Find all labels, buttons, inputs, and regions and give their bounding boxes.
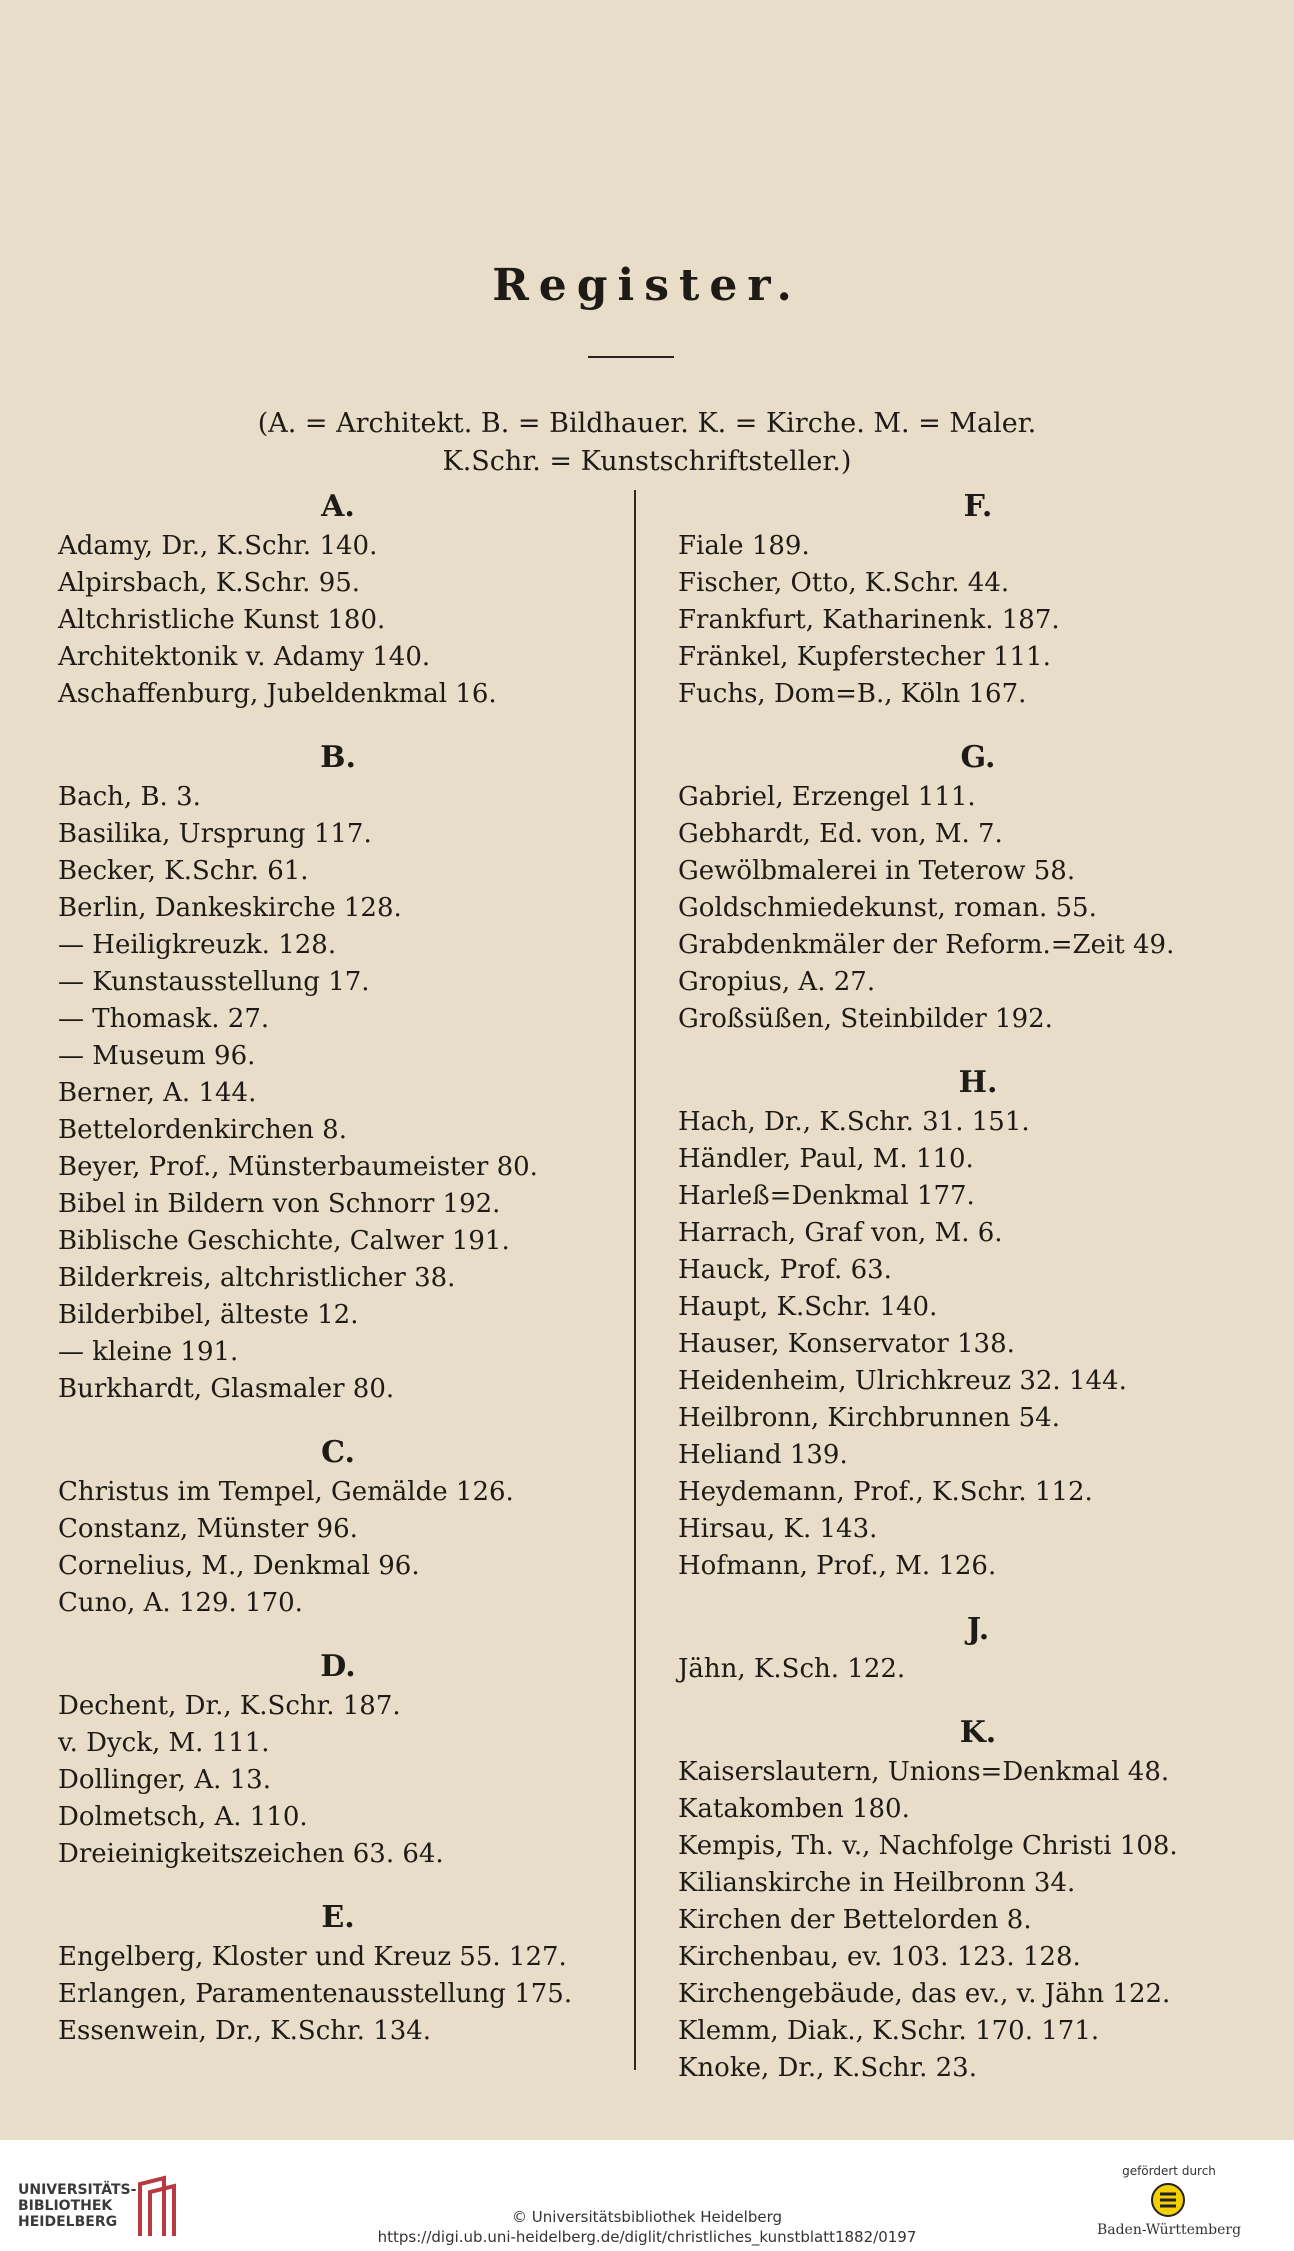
index-entry: Harleß=Denkmal 177.	[678, 1181, 975, 1211]
index-section	[678, 1062, 1278, 1585]
index-entry: Hach, Dr., K.Schr. 31. 151.	[678, 1107, 1030, 1137]
index-entry: Fränkel, Kupferstecher 111.	[678, 642, 1051, 672]
index-entry: Constanz, Münster 96.	[58, 1514, 358, 1544]
index-section	[58, 1646, 618, 1873]
section-letter: C.	[321, 1435, 355, 1470]
index-entry: Kirchenbau, ev. 103. 123. 128.	[678, 1942, 1081, 1972]
index-entry: Gropius, A. 27.	[678, 967, 876, 997]
index-entry: Haupt, K.Schr. 140.	[678, 1292, 938, 1322]
funder-name: Baden-Württemberg	[1096, 2222, 1242, 2238]
index-entry: Engelberg, Kloster und Kreuz 55. 127.	[58, 1942, 567, 1972]
index-entry: Burkhardt, Glasmaler 80.	[58, 1374, 395, 1404]
library-name-line-1: UNIVERSITÄTS-	[18, 2182, 137, 2198]
index-entry: Biblische Geschichte, Calwer 191.	[58, 1226, 510, 1256]
state-coat-of-arms-icon	[1150, 2182, 1186, 2218]
funded-by-label: gefördert durch	[1122, 2164, 1216, 2178]
index-entry: Bettelordenkirchen 8.	[58, 1115, 347, 1145]
index-entry: Fischer, Otto, K.Schr. 44.	[678, 568, 1010, 598]
index-entry: Erlangen, Paramentenausstellung 175.	[58, 1979, 573, 2009]
section-letter: J.	[966, 1612, 990, 1647]
section-letter: A.	[321, 489, 355, 524]
section-letter: H.	[958, 1065, 998, 1100]
index-entry: Becker, K.Schr. 61.	[58, 856, 309, 886]
index-entry: Hofmann, Prof., M. 126.	[678, 1551, 997, 1581]
index-entry: Heliand 139.	[678, 1440, 848, 1470]
index-entry: Bach, B. 3.	[58, 782, 201, 812]
index-entry: Knoke, Dr., K.Schr. 23.	[678, 2053, 977, 2083]
funder-block	[1094, 2164, 1244, 2238]
index-section	[678, 1712, 1278, 2087]
index-entry: Heidenheim, Ulrichkreuz 32. 144.	[678, 1366, 1127, 1396]
index-entry: Dollinger, A. 13.	[58, 1765, 271, 1795]
index-entry: v. Dyck, M. 111.	[58, 1728, 270, 1758]
index-entry: Hauser, Konservator 138.	[678, 1329, 1015, 1359]
index-entry: Hirsau, K. 143.	[678, 1514, 878, 1544]
index-entry: Fiale 189.	[678, 531, 810, 561]
index-entry: Bibel in Bildern von Schnorr 192.	[58, 1189, 501, 1219]
section-letter: D.	[320, 1649, 356, 1684]
index-entry: Goldschmiedekunst, roman. 55.	[678, 893, 1097, 923]
index-section	[678, 737, 1278, 1038]
column-divider	[634, 490, 636, 2070]
abbreviations-line-2: K.Schr. = Kunstschriftsteller.)	[442, 446, 852, 477]
abbreviations-line-1: (A. = Architekt. B. = Bildhauer. K. = Kirche. M. = Maler.	[257, 408, 1037, 439]
index-section	[58, 486, 618, 713]
index-entry: Adamy, Dr., K.Schr. 140.	[58, 531, 378, 561]
title-rule	[588, 356, 674, 358]
section-letter: E.	[321, 1900, 355, 1935]
section-letter: B.	[320, 740, 356, 775]
index-entry: Heilbronn, Kirchbrunnen 54.	[678, 1403, 1060, 1433]
index-entry: Händler, Paul, M. 110.	[678, 1144, 974, 1174]
index-section	[678, 1609, 1278, 1688]
index-entry: Gabriel, Erzengel 111.	[678, 782, 976, 812]
index-entry: Berner, A. 144.	[58, 1078, 257, 1108]
index-entry: Gewölbmalerei in Teterow 58.	[678, 856, 1076, 886]
index-entry: Grabdenkmäler der Reform.=Zeit 49.	[678, 930, 1175, 960]
index-section	[678, 486, 1278, 713]
index-column-left	[58, 486, 618, 2050]
index-entry: — Heiligkreuzk. 128.	[58, 930, 337, 960]
index-entry: — kleine 191.	[58, 1337, 239, 1367]
index-entry: Alpirsbach, K.Schr. 95.	[58, 568, 361, 598]
index-entry: Essenwein, Dr., K.Schr. 134.	[58, 2016, 432, 2046]
index-entry: Aschaffenburg, Jubeldenkmal 16.	[58, 679, 497, 709]
footer	[0, 2140, 1294, 2251]
index-entry: Kaiserslautern, Unions=Denkmal 48.	[678, 1757, 1170, 1787]
index-entry: Kirchengebäude, das ev., v. Jähn 122.	[678, 1979, 1171, 2009]
index-entry: Basilika, Ursprung 117.	[58, 819, 372, 849]
index-entry: Jähn, K.Sch. 122.	[678, 1654, 906, 1684]
index-entry: Frankfurt, Katharinenk. 187.	[678, 605, 1060, 635]
index-entry: — Thomask. 27.	[58, 1004, 270, 1034]
index-entry: Kirchen der Bettelorden 8.	[678, 1905, 1032, 1935]
index-entry: Architektonik v. Adamy 140.	[58, 642, 431, 672]
index-entry: Beyer, Prof., Münsterbaumeister 80.	[58, 1152, 538, 1182]
index-section	[58, 737, 618, 1408]
index-entry: — Kunstausstellung 17.	[58, 967, 370, 997]
index-entry: Cuno, A. 129. 170.	[58, 1588, 303, 1618]
library-name-line-3: HEIDELBERG	[18, 2214, 118, 2230]
index-entry: Großsüßen, Steinbilder 192.	[678, 1004, 1053, 1034]
source-url[interactable]: https://digi.ub.uni-heidelberg.de/diglit/christliches_kunstblatt1882/0197	[377, 2228, 917, 2246]
page-title: Register.	[492, 260, 802, 311]
index-entry: Klemm, Diak., K.Schr. 170. 171.	[678, 2016, 1100, 2046]
index-entry: Gebhardt, Ed. von, M. 7.	[678, 819, 1003, 849]
section-letter: K.	[959, 1715, 997, 1750]
index-entry: Kempis, Th. v., Nachfolge Christi 108.	[678, 1831, 1178, 1861]
section-letter: F.	[963, 489, 993, 524]
index-entry: — Museum 96.	[58, 1041, 256, 1071]
index-entry: Dechent, Dr., K.Schr. 187.	[58, 1691, 401, 1721]
index-section	[58, 1432, 618, 1622]
index-entry: Berlin, Dankeskirche 128.	[58, 893, 402, 923]
index-entry: Fuchs, Dom=B., Köln 167.	[678, 679, 1027, 709]
index-entry: Christus im Tempel, Gemälde 126.	[58, 1477, 514, 1507]
index-entry: Harrach, Graf von, M. 6.	[678, 1218, 1003, 1248]
index-section	[58, 1897, 618, 2050]
index-entry: Cornelius, M., Denkmal 96.	[58, 1551, 420, 1581]
index-entry: Dolmetsch, A. 110.	[58, 1802, 308, 1832]
index-column-right	[678, 486, 1278, 2087]
index-entry: Hauck, Prof. 63.	[678, 1255, 892, 1285]
index-entry: Kilianskirche in Heilbronn 34.	[678, 1868, 1076, 1898]
library-name-line-2: BIBLIOTHEK	[18, 2198, 113, 2214]
index-entry: Katakomben 180.	[678, 1794, 910, 1824]
index-entry: Bilderkreis, altchristlicher 38.	[58, 1263, 456, 1293]
index-entry: Bilderbibel, älteste 12.	[58, 1300, 359, 1330]
index-entry: Altchristliche Kunst 180.	[58, 605, 386, 635]
copyright-text: © Universitätsbibliothek Heidelberg	[511, 2208, 782, 2226]
section-letter: G.	[960, 740, 996, 775]
index-entry: Heydemann, Prof., K.Schr. 112.	[678, 1477, 1093, 1507]
index-entry: Dreieinigkeitszeichen 63. 64.	[58, 1839, 444, 1869]
